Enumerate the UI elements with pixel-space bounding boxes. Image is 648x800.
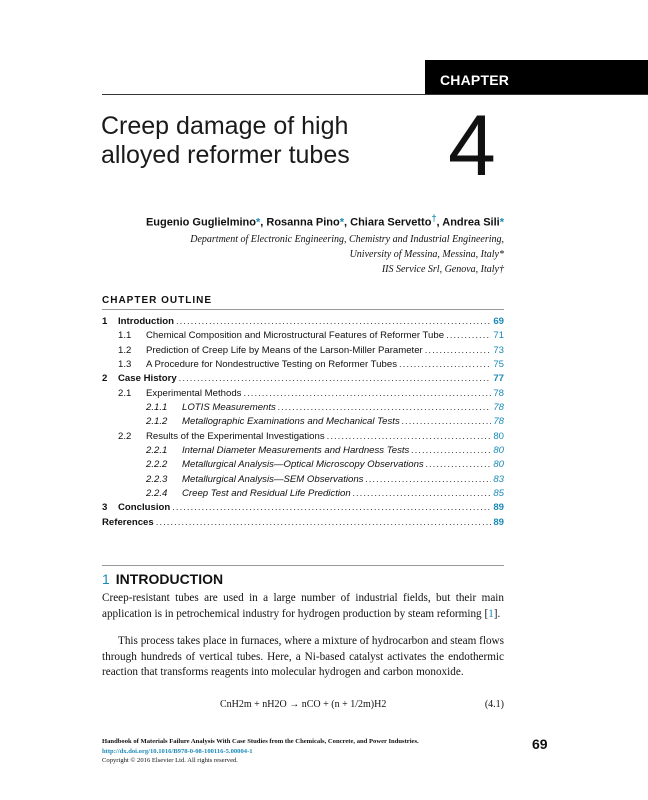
title-line-1: Creep damage of high — [101, 112, 349, 140]
toc-leader — [446, 330, 491, 341]
toc-num: 2.2.2 — [146, 459, 168, 471]
footer-book-title: Handbook of Materials Failure Analysis With Case Studies from the Chemicals, Concrete, and Power Industries. — [102, 738, 419, 745]
toc-leader — [176, 316, 491, 327]
toc-page[interactable]: 89 — [493, 516, 504, 528]
affiliation-1: Department of Electronic Engineering, Chemistry and Industrial Engineering, — [190, 234, 504, 245]
toc-num: 1.3 — [118, 359, 132, 371]
toc-text: Metallurgical Analysis—Optical Microscopy Observations — [182, 459, 424, 471]
toc-leader — [402, 416, 492, 427]
section-rule — [102, 565, 504, 566]
toc-page[interactable]: 75 — [493, 359, 504, 371]
table-of-contents — [102, 316, 504, 531]
author-2: Rosanna Pino — [266, 216, 340, 229]
toc-text: LOTIS Measurements — [182, 402, 276, 414]
toc-page[interactable]: 80 — [493, 430, 504, 442]
author-2-mark: * — [339, 216, 344, 229]
toc-text: A Procedure for Nondestructive Testing on Reformer Tubes — [146, 359, 397, 371]
toc-num: 1 — [102, 316, 108, 327]
toc-page[interactable]: 89 — [493, 502, 504, 514]
toc-leader — [243, 388, 491, 399]
section-title: INTRODUCTION — [115, 571, 224, 587]
toc-entry[interactable] — [102, 416, 504, 430]
equation: CnH2m + nH2O → nCO + (n + 1/2m)H2 — [220, 699, 387, 710]
toc-page[interactable]: 78 — [493, 387, 504, 399]
toc-leader — [172, 502, 491, 513]
toc-leader — [353, 488, 492, 499]
toc-num: 2.2.4 — [146, 488, 168, 500]
toc-leader — [425, 345, 492, 356]
author-sep: , — [436, 216, 443, 229]
toc-entry[interactable] — [102, 474, 504, 488]
toc-entry[interactable] — [102, 502, 504, 516]
toc-entry[interactable] — [102, 359, 504, 373]
toc-text: Metallurgical Analysis—SEM Observations — [182, 473, 364, 485]
toc-num: 1.2 — [118, 344, 132, 356]
toc-entry[interactable] — [102, 445, 504, 459]
toc-leader — [278, 402, 491, 413]
toc-text: Creep Test and Residual Life Prediction — [182, 488, 351, 500]
author-4: Andrea Sili — [442, 216, 500, 229]
outline-rule — [102, 309, 504, 310]
author-1: Eugenio Guglielmino — [145, 216, 256, 229]
toc-entry[interactable] — [102, 402, 504, 416]
affiliation-2: University of Messina, Messina, Italy* — [349, 249, 504, 260]
toc-num: 2.1.2 — [146, 416, 168, 428]
toc-page[interactable]: 77 — [493, 373, 504, 385]
toc-entry[interactable] — [102, 316, 504, 330]
author-list — [100, 213, 504, 229]
paragraph-1-end: ]. — [493, 607, 501, 620]
header-rule — [102, 94, 648, 95]
toc-num: 2 — [102, 373, 108, 385]
chapter-label: CHAPTER — [440, 72, 510, 88]
toc-page[interactable]: 73 — [493, 344, 504, 356]
toc-num: 2.1 — [118, 387, 132, 399]
toc-entry[interactable] — [102, 345, 504, 359]
footer-copyright: Copyright © 2016 Elsevier Ltd. All rights reserved. — [102, 757, 238, 765]
author-3: Chiara Servetto — [350, 216, 432, 229]
toc-page[interactable]: 85 — [493, 488, 504, 500]
toc-text: Experimental Methods — [146, 387, 242, 399]
toc-num: 3 — [102, 502, 108, 514]
toc-page[interactable]: 80 — [493, 459, 504, 471]
outline-heading: CHAPTER OUTLINE — [102, 295, 212, 306]
paragraph-1-text: Creep-resistant tubes are used in a large number of industrial fields, but their main application is in petrochemical industry for hydrogen production by steam reforming [ — [102, 592, 504, 620]
toc-entry[interactable] — [102, 517, 504, 531]
page-footer — [102, 737, 419, 766]
title-line-2: alloyed reformer tubes — [101, 141, 350, 169]
author-1-mark: * — [255, 216, 261, 229]
equation-number: (4.1) — [484, 699, 504, 710]
toc-entry[interactable] — [102, 459, 504, 473]
citation-link[interactable]: 1 — [488, 607, 494, 620]
toc-text: Prediction of Creep Life by Means of the Larson-Miller Parameter — [146, 344, 423, 356]
toc-page[interactable]: 83 — [493, 473, 504, 485]
toc-leader — [179, 373, 492, 384]
toc-text: Internal Diameter Measurements and Hardness Tests — [182, 445, 410, 457]
toc-text: Chemical Composition and Microstructural Features of Reformer Tube — [146, 330, 445, 342]
author-4-mark: * — [499, 216, 504, 229]
toc-leader — [327, 431, 492, 442]
toc-page[interactable]: 71 — [493, 330, 504, 342]
author-3-mark: † — [431, 213, 437, 223]
toc-page[interactable]: 69 — [493, 316, 504, 327]
author-sep: , — [344, 216, 351, 229]
toc-leader — [426, 459, 492, 470]
toc-text: References — [102, 516, 154, 528]
section-heading — [102, 571, 223, 587]
section-number: 1 — [102, 571, 110, 587]
toc-entry[interactable] — [102, 388, 504, 402]
footer-doi-link[interactable]: http://dx.doi.org/10.1016/B978-0-08-100116-5.00004-1 — [102, 747, 253, 755]
toc-entry[interactable] — [102, 488, 504, 502]
toc-leader — [399, 359, 491, 370]
toc-leader — [156, 517, 492, 528]
toc-num: 2.2.3 — [146, 473, 168, 485]
toc-leader — [365, 474, 491, 485]
toc-page[interactable]: 78 — [493, 416, 504, 428]
toc-page[interactable]: 80 — [493, 445, 504, 457]
toc-text: Introduction — [118, 316, 174, 327]
chapter-number: 4 — [448, 98, 496, 194]
toc-text: Metallographic Examinations and Mechanical Tests — [182, 416, 400, 428]
chapter-title — [101, 112, 441, 170]
toc-leader — [411, 445, 491, 456]
paragraph-1 — [102, 591, 504, 622]
toc-entry[interactable] — [102, 431, 504, 445]
toc-text: Case History — [118, 373, 177, 385]
author-sep: , — [260, 216, 267, 229]
toc-num: 2.1.1 — [146, 402, 168, 414]
toc-entry[interactable] — [102, 373, 504, 387]
paragraph-2: This process takes place in furnaces, where a mixture of hydrocarbon and steam flows through hundreds of vertical tubes. Here, a Ni-based catalyst activates the endothermic reaction that transforms reagents into molecular hydrogen and carbon monoxide. — [102, 635, 504, 679]
toc-page[interactable]: 78 — [493, 402, 504, 414]
toc-text: Conclusion — [118, 502, 171, 514]
toc-num: 2.2.1 — [146, 445, 168, 457]
affiliation-3: IIS Service Srl, Genova, Italy† — [381, 264, 504, 275]
toc-num: 2.2 — [118, 430, 132, 442]
toc-text: Results of the Experimental Investigations — [146, 430, 325, 442]
toc-num: 1.1 — [118, 330, 132, 342]
toc-entry[interactable] — [102, 330, 504, 344]
page-number: 69 — [532, 736, 548, 752]
